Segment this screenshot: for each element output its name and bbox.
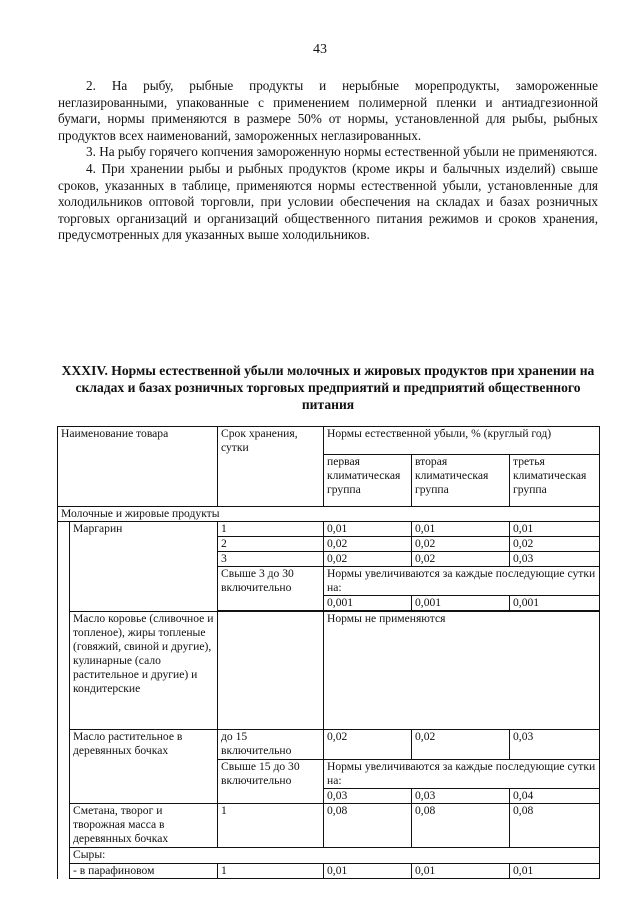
header-group-3: третья климатическая группа (510, 455, 600, 507)
term-cell: Свыше 15 до 30 включительно (218, 760, 324, 804)
product-sour-cream: Сметана, творог и творожная масса в деревянных бочках (70, 804, 218, 848)
value-g1: 0,03 (324, 789, 412, 804)
page-number: 43 (313, 42, 327, 57)
table-row (58, 804, 600, 848)
value-g3: 0,08 (510, 804, 600, 848)
term-cell: 1 (218, 864, 324, 879)
value-g3: 0,04 (510, 789, 600, 804)
header-group-2: вторая климатическая группа (412, 455, 510, 507)
value-g2: 0,01 (412, 864, 510, 879)
term-cell: 2 (218, 537, 324, 552)
paragraph-3: 3. На рыбу горячего копчения замороженную нормы естественной убыли не применяются. (86, 144, 598, 160)
value-g3: 0,01 (510, 522, 600, 537)
table-section-row (58, 507, 600, 522)
value-g3: 0,03 (510, 552, 600, 567)
product-paraffin: - в парафиновом (70, 864, 218, 879)
value-g2: 0,001 (412, 596, 510, 611)
value-g1: 0,001 (324, 596, 412, 611)
norms-table (57, 426, 600, 879)
value-g1: 0,02 (324, 552, 412, 567)
product-margarine: Маргарин (70, 522, 218, 612)
value-g2: 0,02 (412, 552, 510, 567)
header-term: Срок хранения, сутки (218, 427, 324, 507)
value-g1: 0,02 (324, 537, 412, 552)
value-g1: 0,01 (324, 522, 412, 537)
value-g3: 0,001 (510, 596, 600, 611)
section-cheese: Сыры: (70, 848, 600, 864)
table-row (58, 522, 600, 537)
value-g3: 0,01 (510, 864, 600, 879)
term-cell: 1 (218, 522, 324, 537)
value-g2: 0,03 (412, 789, 510, 804)
value-g3: 0,03 (510, 730, 600, 760)
value-g2: 0,02 (412, 730, 510, 760)
increase-note: Нормы увеличиваются за каждые последующие сутки на: (324, 760, 600, 789)
value-g1: 0,08 (324, 804, 412, 848)
paragraph-4: 4. При хранении рыбы и рыбных продуктов (кроме икры и балычных изделий) свыше сроков, указанных в таблице, применяются нормы естественной убыли, установленные для холодильников оптовой торговли, при условии обеспечения на складах и базах розничных торговых организаций и организаций общественного питания режимов и сроков хранения, предусмотренных для указанных выше холодильников. (58, 160, 598, 243)
table-row (58, 730, 600, 760)
term-cell-empty (218, 612, 324, 730)
section-title: XXXIV. Нормы естественной убыли молочных и жировых продуктов при хранении на складах и базах розничных торговых предприятий и предприятий общественного питания (61, 363, 595, 412)
term-cell: Свыше 3 до 30 включительно (218, 567, 324, 611)
paragraph-2: 2. На рыбу, рыбные продукты и нерыбные морепродукты, замороженные неглазированными, упакованные с применением полимерной пленки и антиадгезионной бумаги, нормы применяются в размере 50% от нормы, установленной для рыбы, рыбных продуктов всех наименований, замороженных неглазированных. (58, 78, 598, 143)
table-section-row (58, 848, 600, 864)
table-header-row (58, 427, 600, 455)
table-row (58, 864, 600, 879)
value-g3: 0,02 (510, 537, 600, 552)
increase-note: Нормы увеличиваются за каждые последующие сутки на: (324, 567, 600, 596)
term-cell: 3 (218, 552, 324, 567)
value-g1: 0,01 (324, 864, 412, 879)
header-norms: Нормы естественной убыли, % (круглый год) (324, 427, 600, 455)
value-g2: 0,08 (412, 804, 510, 848)
value-g1: 0,02 (324, 730, 412, 760)
table-indent-gutter (58, 522, 70, 879)
product-vegetable-oil: Масло растительное в деревянных бочках (70, 730, 218, 804)
value-g2: 0,02 (412, 537, 510, 552)
table-row (58, 612, 600, 730)
value-g2: 0,01 (412, 522, 510, 537)
header-product: Наименование товара (58, 427, 218, 507)
body-text (58, 78, 598, 244)
section-dairy: Молочные и жировые продукты (58, 507, 600, 522)
term-cell: до 15 включительно (218, 730, 324, 760)
term-cell: 1 (218, 804, 324, 848)
norms-not-applied: Нормы не применяются (324, 612, 600, 730)
header-group-1: первая климатическая группа (324, 455, 412, 507)
product-butter: Масло коровье (сливочное и топленое), жиры топленые (говяжий, свиной и другие), кулинарные (сало растительное и другие) и кондитерские (70, 612, 218, 730)
